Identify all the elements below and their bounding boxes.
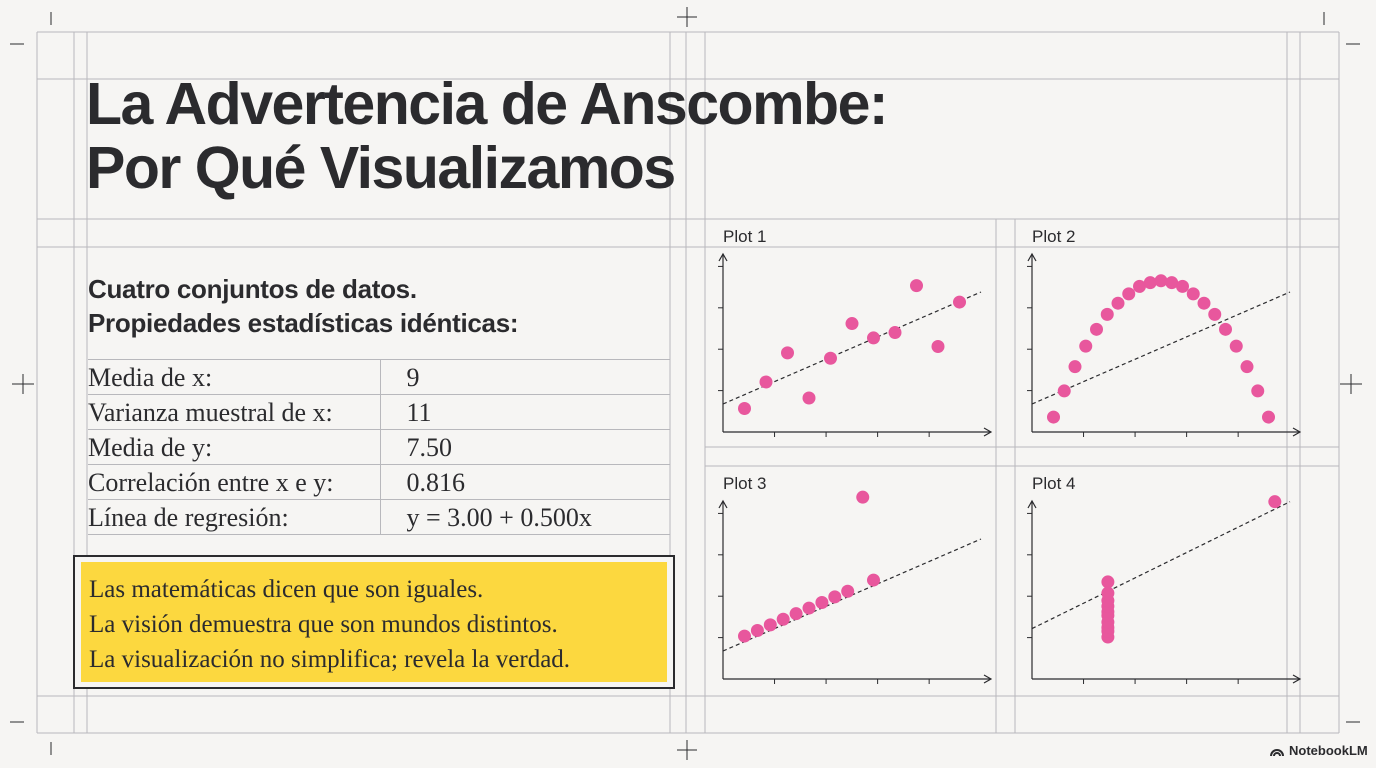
plot-2-point [1262,411,1275,424]
subtitle-line-1: Cuatro conjuntos de datos. [88,274,417,304]
stat-label: Línea de regresión: [88,500,380,535]
plot-2-point [1176,280,1189,293]
plot-2-point [1069,360,1082,373]
plot-3-point [867,574,880,587]
plot-2-point [1058,384,1071,397]
plot-3-title: Plot 3 [723,474,767,493]
plot-3-point [815,596,828,609]
plot-2-point [1208,308,1221,321]
plot-3-point [738,630,751,643]
plot-3-point [828,590,841,603]
plot-1-point [803,392,816,405]
plot-2-point [1101,308,1114,321]
title-line-1: La Advertencia de Anscombe: [86,71,888,137]
plot-1-point [889,326,902,339]
plot-1-point [824,352,837,365]
plot-2-point [1230,340,1243,353]
plot-4-point [1101,587,1114,600]
plot-4-regression-line [1032,502,1290,629]
plot-2-title: Plot 2 [1032,227,1076,246]
stat-value: 9 [380,360,670,395]
plot-3-point [856,491,869,504]
plot-2-regression-line [1032,292,1290,404]
stat-value: 11 [380,395,670,430]
plot-1-point [781,346,794,359]
plot-3-point [751,624,764,637]
plot-2-point [1079,340,1092,353]
plot-1-point [867,331,880,344]
plot-2-point [1122,287,1135,300]
plot-3-point [764,618,777,631]
plot-2-point [1251,384,1264,397]
plot-2-point [1198,297,1211,310]
stat-value: 0.816 [380,465,670,500]
plot-2-point [1241,360,1254,373]
plot-1-point [910,279,923,292]
plot-1-title: Plot 1 [723,227,767,246]
plot-3-point [803,602,816,615]
notebooklm-icon [1270,745,1284,757]
plot-3-point [777,613,790,626]
plot-4-point [1268,495,1281,508]
notebooklm-logo [1270,743,1368,758]
plot-1-point [953,296,966,309]
plot-2-point [1090,323,1103,336]
stat-label: Media de y: [88,430,380,465]
plot-2-point [1047,411,1060,424]
plot-3-point [841,585,854,598]
stat-label: Correlación entre x e y: [88,465,380,500]
stat-label: Varianza muestral de x: [88,395,380,430]
plot-2-point [1219,323,1232,336]
callout-line-2: La visión demuestra que son mundos distintos. [89,611,558,638]
plot-2-point [1112,297,1125,310]
plot-4-title: Plot 4 [1032,474,1076,493]
subtitle-line-2: Propiedades estadísticas idénticas: [88,308,519,338]
plot-1-point [738,402,751,415]
plot-4-point [1101,575,1114,588]
plot-1-point [932,340,945,353]
brand-label: NotebookLM [1289,743,1368,758]
stat-value: 7.50 [380,430,670,465]
callout-line-1: Las matemáticas dicen que son iguales. [89,576,484,603]
plot-1-point [760,375,773,388]
callout-line-3: La visualización no simplifica; revela la verdad. [89,646,571,673]
stat-value: y = 3.00 + 0.500x [380,500,670,535]
plot-3-point [790,607,803,620]
plot-1-point [846,317,859,330]
title-line-2: Por Qué Visualizamos [86,135,675,201]
plot-2-point [1187,287,1200,300]
stat-label: Media de x: [88,360,380,395]
